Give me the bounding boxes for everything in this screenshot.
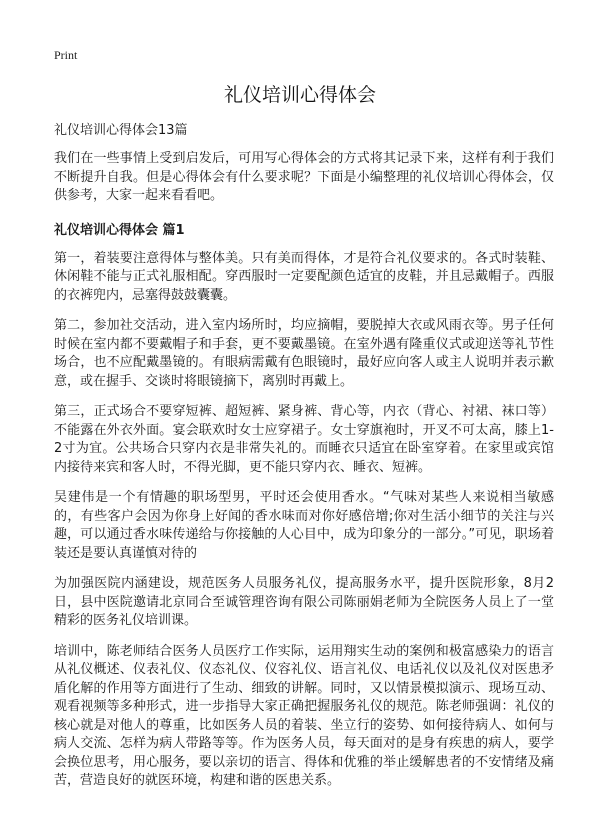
- paragraph-2: 第二，参加社交活动，进入室内场所时，均应摘帽，要脱掉大衣或风雨衣等。男子任何时候在室内都不要戴帽子和手套，更不要戴墨镜。在室外遇有隆重仪式或迎送等礼节性场合，也不应配戴墨镜的。有眼病需戴有色眼镜时，最好应向客人或主人说明并表示歉意，或在握手、交谈时将眼镜摘下，离别时再戴上。: [54, 318, 554, 389]
- paragraph-5: 为加强医院内涵建设，规范医务人员服务礼仪，提高服务水平，提升医院形象，8月2日，县中医院邀请北京同合至诚管理咨询有限公司陈丽娟老师为全院医务人员上了一堂精彩的医务礼仪培训课。: [54, 576, 554, 628]
- intro-paragraph: 我们在一些事情上受到启发后，可用写心得体会的方式将其记录下来，这样有利于我们不断提升自我。但是心得体会有什么要求呢？下面是小编整理的礼仪培训心得体会，仅供参考，大家一起来看看吧。: [54, 151, 554, 203]
- paragraph-1: 第一，着装要注意得体与整体美。只有美而得体，才是符合礼仪要求的。各式时装鞋、休闲鞋不能与正式礼服相配。穿西服时一定要配颜色适宜的皮鞋，并且忌戴帽子。西服的衣裤兜内，忌塞得鼓鼓囊囊。: [54, 250, 554, 303]
- paragraph-3: 第三，正式场合不要穿短裤、超短裤、紧身裤、背心等，内衣（背心、衬裙、袜口等）不能露在外衣外面。宴会联欢时女士应穿裙子。女士穿旗袍时，开叉不可太高，膝上1-2寸为宜。公共场合只穿内衣是非常失礼的。而睡衣只适宜在卧室穿着。在家里或宾馆内接待来宾和客人时，不得光脚，更不能只穿内衣、睡衣、短裤。: [54, 404, 554, 475]
- page-title: 礼仪培训心得体会: [223, 84, 376, 106]
- paragraph-6: 培训中，陈老师结合医务人员医疗工作实际，运用翔实生动的案例和极富感染力的语言从礼仪概述、仪表礼仪、仪态礼仪、仪容礼仪、语言礼仪、电话礼仪以及礼仪对医患矛盾化解的作用等方面进行了生动、细致的讲解。同时，又以情景模拟演示、现场互动、观看视频等多种形式，进一步指导大家正确把握服务礼仪的规范。陈老师强调：礼仪的核心就是对他人的尊重，比如医务人员的着装、坐立行的姿势、如何接待病人、如何与病人交流、怎样为病人带路等等。作为医务人员，每天面对的是身有疾患的病人，要学会换位思考，用心服务，要以亲切的语言、得体和优雅的举止缓解患者的不安情绪及痛苦，营造良好的就医环境，构建和谐的医患关系。: [54, 643, 554, 788]
- section-heading: 礼仪培训心得体会 篇1: [54, 222, 185, 238]
- print-label[interactable]: Print: [54, 48, 78, 62]
- paragraph-4: 吴建伟是一个有情趣的职场型男，平时还会使用香水。“气味对某些人来说相当敏感的，有些客户会因为你身上好闻的香水味而对你好感倍增;你对生活小细节的关注与兴趣，可以通过香水味传递给与你接触的人心目中，成为印象分的一部分。”可见，职场着装还是要认真谨慎对待的: [54, 490, 554, 561]
- article-subtitle: 礼仪培训心得体会13篇: [54, 123, 188, 138]
- article-body: [54, 122, 554, 803]
